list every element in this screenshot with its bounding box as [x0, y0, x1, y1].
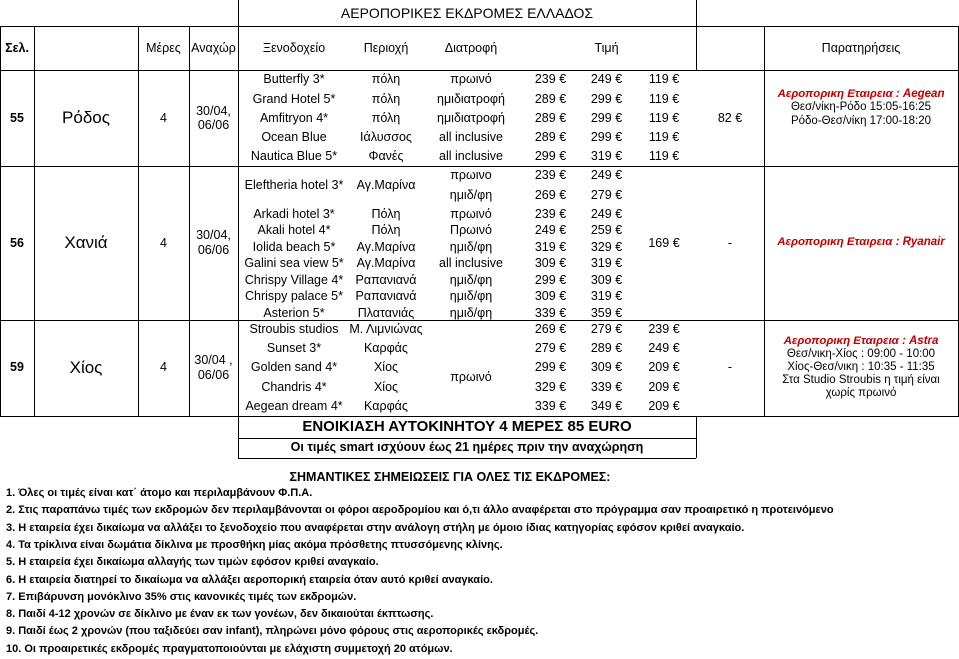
- hotel-area: Φανές: [368, 149, 404, 164]
- hotel-board: ημιδ/φη: [449, 305, 493, 320]
- trip-destination: Χίος: [69, 357, 103, 377]
- child-price: 209 €: [648, 379, 680, 394]
- airport-taxes: 169 €: [648, 235, 680, 250]
- header-taxes: [696, 26, 764, 70]
- regular-price: 299 €: [590, 91, 623, 106]
- hotel-board: ημιδ/φη: [449, 272, 493, 287]
- hotel-name: Asterion 5*: [263, 305, 325, 320]
- header-board: Διατροφή: [444, 40, 498, 55]
- smart-price: 309 €: [534, 289, 567, 304]
- flight-schedule: χωρίς πρωινό: [825, 387, 897, 400]
- regular-price: 279 €: [590, 322, 623, 336]
- departure-date-1: 30/04 ,: [194, 353, 233, 368]
- trip-departure-dates: [189, 166, 238, 320]
- hotel-area: Αγ.Μαρίνα: [356, 178, 416, 192]
- child-price: 239 €: [648, 322, 680, 336]
- hotel-area: πόλη: [371, 91, 401, 106]
- smart-price: 339 €: [534, 305, 567, 320]
- trip-remarks: [764, 80, 958, 136]
- airline-name: Αεροπορικη Εταιρεια : Aegean: [777, 88, 945, 101]
- smart-price: 239 €: [534, 206, 567, 221]
- flight-schedule: Θεσ/νίκη-Ρόδο 15:05-16:25: [790, 101, 932, 114]
- note-item: 10. Οι προαιρετικές εκδρομές πραγματοποιούνται με ελάχιστη συμμετοχή 20 ατόμων.: [6, 642, 453, 655]
- hotel-name: Amfitryon 4*: [259, 110, 329, 125]
- regular-price: 349 €: [590, 398, 623, 413]
- hotel-name: Golden sand 4*: [250, 360, 338, 375]
- note-item: 8. Παιδί 4-12 χρονών σε δίκλινο με έναν εκ των γονέων, δεν δικαιούται έκπτωσης.: [6, 608, 434, 621]
- airport-taxes: 82 €: [717, 110, 743, 125]
- smart-price: 329 €: [534, 379, 567, 394]
- hotel-board: πρωινό: [450, 370, 492, 384]
- departure-date-1: 30/04,: [196, 228, 231, 243]
- regular-price: 249 €: [590, 72, 623, 87]
- note-item: 9. Παιδί έως 2 χρονών (που ταξιδεύει σαν infant), πληρώνει μόνο φόρους στις αεροπορικές εκδρομές.: [6, 625, 539, 638]
- airline-name: Αεροπορικη Εταιρεια : Astra: [783, 334, 939, 347]
- hotel-area: Καρφάς: [364, 341, 408, 356]
- regular-price: 319 €: [590, 256, 623, 271]
- smart-price: 299 €: [534, 149, 567, 164]
- child-price: 209 €: [648, 398, 680, 413]
- regular-price: 319 €: [590, 289, 623, 304]
- child-price: 119 €: [648, 72, 680, 87]
- hotel-board: ημιδ/φη: [449, 187, 493, 202]
- airline-name: Αεροπορικη Εταιρεια : Ryanair: [777, 236, 945, 249]
- header-child: [632, 26, 696, 70]
- header-hotel: Ξενοδοχείο: [262, 40, 326, 55]
- header-departure: Αναχώρ: [191, 40, 236, 55]
- hotel-area: Πόλη: [371, 206, 401, 221]
- smart-price: 289 €: [534, 110, 567, 125]
- regular-price: 279 €: [590, 187, 623, 202]
- departure-date-2: 06/06: [197, 367, 230, 382]
- trip-departure-dates: [189, 70, 238, 166]
- hotel-area: Χίος: [373, 379, 399, 394]
- hotel-board: all inclusive: [439, 149, 503, 164]
- regular-price: 319 €: [590, 149, 623, 164]
- hotel-area: Ραπανιανά: [355, 289, 417, 304]
- smart-price: 269 €: [534, 322, 567, 336]
- note-item: 7. Επιβάρυνση μονόκλινο 35% στις κανονικές τιμές των εκδρομών.: [6, 590, 357, 603]
- smart-price: 289 €: [534, 130, 567, 144]
- smart-price: 239 €: [534, 72, 567, 87]
- header-page: Σελ.: [5, 40, 29, 55]
- hotel-board: all inclusive: [439, 130, 503, 144]
- trip-remarks: [764, 320, 958, 416]
- car-rental-banner: ΕΝΟΙΚΙΑΣΗ ΑΥΤΟΚΙΝΗΤΟΥ 4 ΜΕΡΕΣ 85 EURO: [302, 417, 632, 435]
- regular-price: 249 €: [590, 168, 623, 183]
- hotel-area: Μ. Λιμνιώνας: [349, 322, 423, 336]
- regular-price: 359 €: [590, 305, 623, 320]
- hotel-board: πρωινο: [450, 168, 492, 183]
- smart-price: 239 €: [534, 168, 567, 183]
- hotel-area: Πλατανιάς: [357, 305, 415, 320]
- hotel-board: Πρωινό: [450, 223, 492, 238]
- hotel-name: Chrispy palace 5*: [245, 289, 343, 304]
- hotel-area: Αγ.Μαρίνα: [356, 239, 416, 254]
- hotel-name: Ocean Blue: [261, 130, 327, 144]
- smart-validity-note: Οι τιμές smart ισχύουν έως 21 ημέρες πριν την αναχώρηση: [290, 440, 644, 455]
- header-price: Τιμή: [594, 40, 619, 55]
- smart-price: 279 €: [534, 341, 567, 356]
- smart-price: 339 €: [534, 398, 567, 413]
- hotel-name: Iolida beach 5*: [252, 239, 336, 254]
- hotel-name: Sunset 3*: [266, 341, 322, 356]
- hotel-board: πρωινό: [450, 206, 492, 221]
- smart-price: 269 €: [534, 187, 567, 202]
- regular-price: 329 €: [590, 239, 623, 254]
- regular-price: 299 €: [590, 130, 623, 144]
- smart-price: 299 €: [534, 272, 567, 287]
- trip-days: 4: [160, 235, 167, 250]
- child-price: 209 €: [648, 360, 680, 375]
- hotel-area: Πόλη: [371, 223, 401, 238]
- regular-price: 249 €: [590, 206, 623, 221]
- header-area: Περιοχή: [363, 40, 409, 55]
- hotel-name: Stroubis studios: [249, 322, 339, 336]
- smart-price: 289 €: [534, 91, 567, 106]
- regular-price: 339 €: [590, 379, 623, 394]
- child-price: 119 €: [648, 149, 680, 164]
- hotel-name: Galini sea view 5*: [244, 256, 344, 271]
- smart-price: 309 €: [534, 256, 567, 271]
- flight-schedule: Στα Studio Stroubis η τιμή είναι: [782, 374, 940, 387]
- child-price: 249 €: [648, 341, 680, 356]
- smart-price: 299 €: [534, 360, 567, 375]
- hotel-area: Ιάλυσσος: [360, 130, 412, 144]
- child-price: 119 €: [648, 91, 680, 106]
- hotel-name: Butterfly 3*: [263, 72, 325, 87]
- hotel-name: Eleftheria hotel 3*: [244, 178, 344, 192]
- trip-page-number: 56: [10, 235, 24, 250]
- header-days: Μέρες: [146, 40, 181, 55]
- regular-price: 259 €: [590, 223, 623, 238]
- hotel-area: Χίος: [373, 360, 399, 375]
- note-item: 6. Η εταιρεία διατηρεί το δικαίωμα να αλλάξει αεροπορική εταιρεία όταν αυτό κριθεί αναγκαίο.: [6, 573, 493, 586]
- trip-destination: Χανιά: [64, 233, 108, 253]
- departure-date-2: 06/06: [197, 242, 230, 257]
- note-item: 5. Η εταιρεία έχει δικαίωμα αλλαγής των τιμών εφόσον κριθεί αναγκαίο.: [6, 556, 379, 569]
- trip-days: 4: [160, 360, 167, 375]
- regular-price: 309 €: [590, 360, 623, 375]
- hotel-name: Chrispy Village 4*: [244, 272, 344, 287]
- hotel-area: Αγ.Μαρίνα: [356, 256, 416, 271]
- trip-page-number: 59: [10, 360, 24, 375]
- airport-taxes-dash: -: [727, 235, 733, 250]
- header-trip: [34, 26, 138, 70]
- flight-schedule: Ρόδο-Θεσ/νίκη 17:00-18:20: [790, 114, 932, 127]
- smart-price: 319 €: [534, 239, 567, 254]
- smart-price: 249 €: [534, 223, 567, 238]
- trip-departure-dates: [189, 320, 238, 416]
- trip-page-number: 55: [10, 110, 24, 125]
- hotel-name: Grand Hotel 5*: [252, 91, 336, 106]
- hotel-board: ημιδ/φη: [449, 239, 493, 254]
- airport-taxes: -: [727, 360, 733, 375]
- departure-date-2: 06/06: [197, 118, 230, 132]
- trip-destination: Ρόδος: [62, 108, 110, 128]
- hotel-area: πόλη: [371, 110, 401, 125]
- flight-schedule: Θεσ/νικη-Χίος : 09:00 - 10:00: [786, 347, 936, 360]
- trip-days: 4: [160, 110, 167, 125]
- regular-price: 309 €: [590, 272, 623, 287]
- hotel-name: Aegean dream 4*: [245, 398, 343, 413]
- regular-price: 299 €: [590, 110, 623, 125]
- header-remarks: Παρατηρήσεις: [821, 40, 901, 55]
- hotel-area: Καρφάς: [364, 398, 408, 413]
- hotel-board: all inclusive: [439, 256, 503, 271]
- table-title: ΑΕΡΟΠΟΡΙΚΕΣ ΕΚΔΡΟΜΕΣ ΕΛΛΑΔΟΣ: [340, 4, 594, 21]
- regular-price: 289 €: [590, 341, 623, 356]
- child-price: 119 €: [648, 130, 680, 144]
- departure-date-1: 30/04,: [196, 103, 231, 118]
- notes-title: ΣΗΜΑΝΤΙΚΕΣ ΣΗΜΕΙΩΣΕΙΣ ΓΙΑ ΟΛΕΣ ΤΙΣ ΕΚΔΡΟΜΕΣ:: [289, 469, 611, 484]
- hotel-name: Akali hotel 4*: [257, 223, 331, 238]
- note-item: 2. Στις παραπάνω τιμές των εκδρομών δεν περιλαμβάνονται οι φόροι αεροδρομίου και ό,τι άλλο αναφέρεται στο πρόγραμμα σαν προαιρετικό η προτεινόμενο: [6, 504, 834, 517]
- note-item: 3. Η εταιρεία έχει δικαίωμα να αλλάξει το ξενοδοχείο που αναφέρεται στην ανάλογη στήλη με όμοιο ίδιας κατηγορίας εφόσον κριθεί αναγκαίο.: [6, 521, 745, 534]
- hotel-name: Arkadi hotel 3*: [253, 206, 335, 221]
- flight-schedule: Χίος-Θεσ/νικη : 10:35 - 11:35: [787, 360, 935, 373]
- hotel-name: Nautica Blue 5*: [250, 149, 338, 164]
- note-item: 4. Τα τρίκλινα είναι δωμάτια δίκλινα με προσθήκη μίας ακόμα πρόσθετης πτυσσόμενης κλίνης.: [6, 538, 503, 551]
- child-price: 119 €: [648, 110, 680, 125]
- hotel-board: ημιδιατροφή: [437, 91, 505, 106]
- hotel-area: Ραπανιανά: [355, 272, 417, 287]
- hotel-board: πρωινό: [450, 72, 492, 87]
- hotel-board: ημιδ/φη: [449, 289, 493, 304]
- hotel-name: Chandris 4*: [261, 379, 327, 394]
- header-smart-price: [520, 26, 581, 70]
- hotel-area: πόλη: [371, 72, 401, 87]
- note-item: 1. Όλες οι τιμές είναι κατ΄ άτομο και περιλαμβάνουν Φ.Π.Α.: [6, 487, 313, 499]
- hotel-board: ημιδιατροφή: [437, 110, 505, 125]
